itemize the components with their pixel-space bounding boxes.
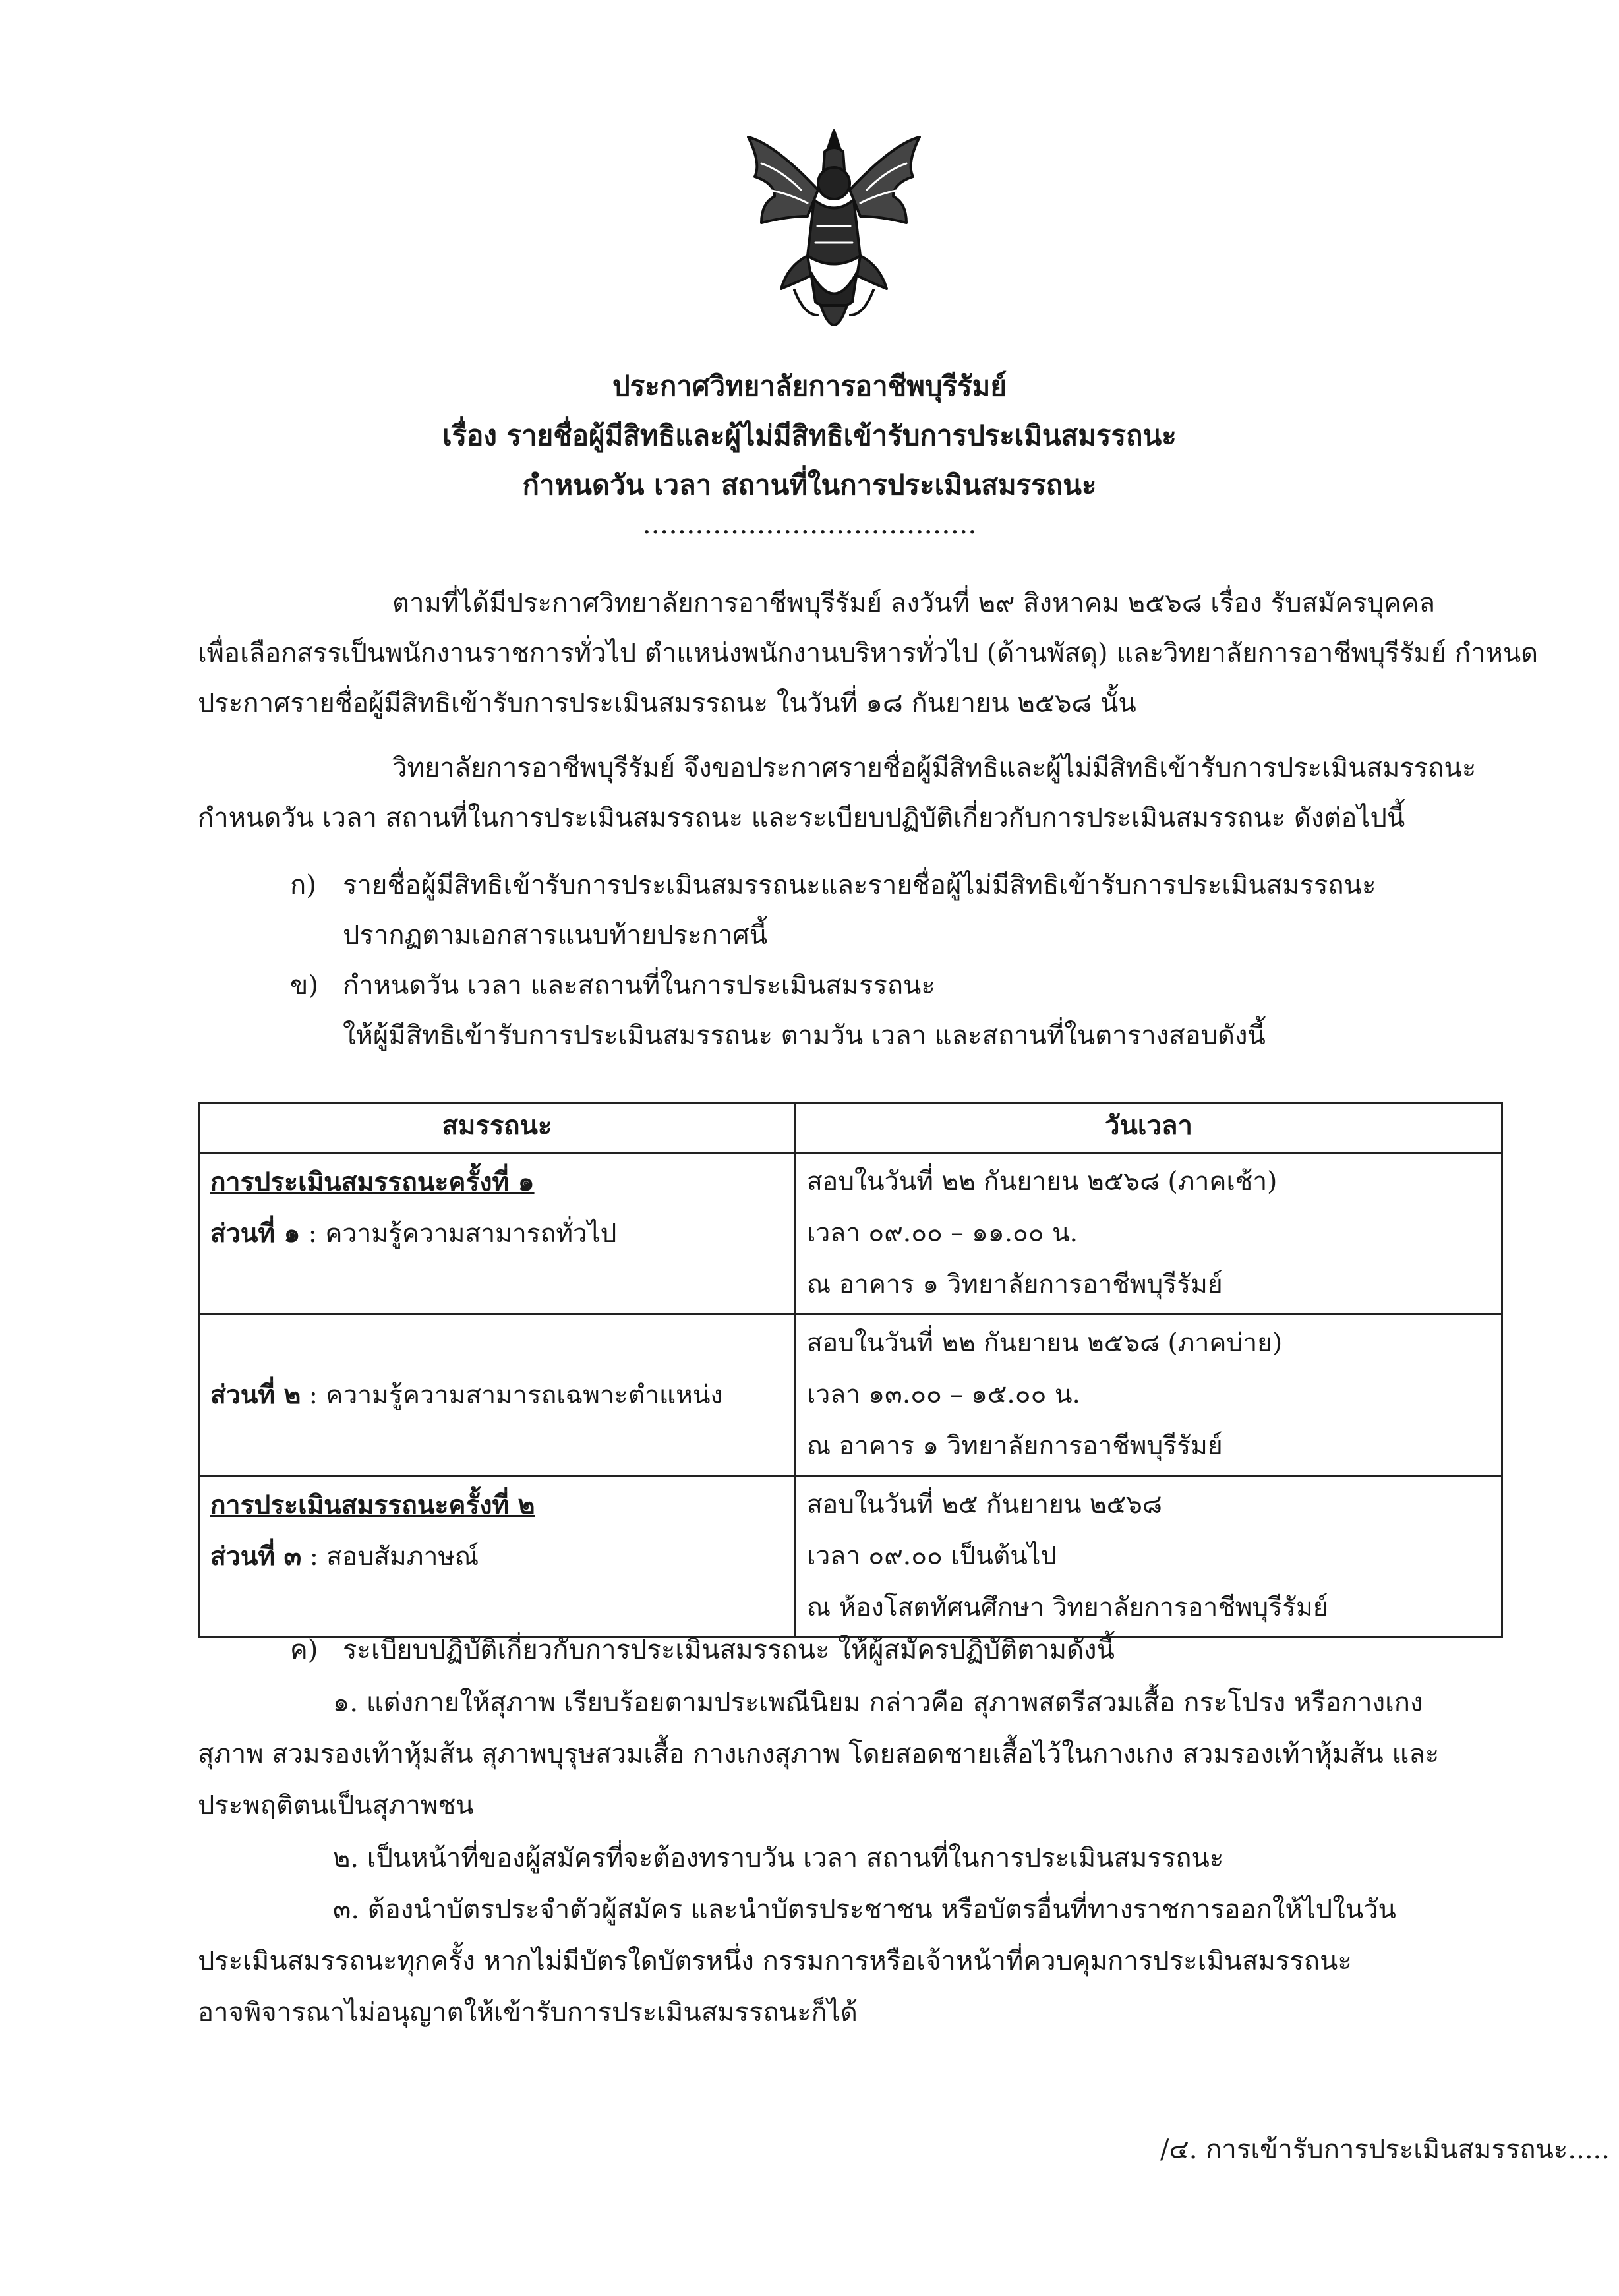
- para2-line-1: วิทยาลัยการอาชีพบุรีรัมย์ จึงขอประกาศรายชื่อผู้มีสิทธิและผู้ไม่มีสิทธิเข้ารับการประเมินสมรรถนะ: [392, 753, 1477, 783]
- rule-1-line-1: ๑. แต่งกายให้สุภาพ เรียบร้อยตามประเพณีนิยม กล่าวคือ สุภาพสตรีสวมเสื้อ กระโปรง หรือกางเกง: [333, 1688, 1423, 1718]
- row2-date: สอบในวันที่ ๒๒ กันยายน ๒๕๖๘ (ภาคบ่าย): [807, 1328, 1283, 1358]
- schedule-table: [198, 1102, 1503, 1638]
- row2-part-text: : ความรู้ความสามารถเฉพาะตำแหน่ง: [301, 1380, 723, 1410]
- row1-time: เวลา ๐๙.๐๐ – ๑๑.๐๐ น.: [807, 1218, 1078, 1248]
- row1-datetime: [796, 1153, 1502, 1314]
- row1-competency: [199, 1153, 796, 1314]
- rule-3-line-2: ประเมินสมรรถนะทุกครั้ง หากไม่มีบัตรใดบัตรหนึ่ง กรรมการหรือเจ้าหน้าที่ควบคุมการประเมินสมรรถนะ: [198, 1946, 1352, 1976]
- header-datetime: วันเวลา: [796, 1104, 1502, 1153]
- row1-heading: การประเมินสมรรถนะครั้งที่ ๑: [210, 1167, 535, 1197]
- intro-line-1: ตามที่ได้มีประกาศวิทยาลัยการอาชีพบุรีรัมย์ ลงวันที่ ๒๙ สิงหาคม ๒๕๖๘ เรื่อง รับสมัครบุคคล: [392, 588, 1436, 618]
- item-c-marker: ค): [290, 1635, 318, 1665]
- item-b-marker: ข): [290, 970, 318, 1001]
- continued-note: /๔. การเข้ารับการประเมินสมรรถนะ.....: [1160, 2134, 1610, 2165]
- row1-part-label: ส่วนที่ ๑: [210, 1218, 301, 1249]
- row3-datetime: [796, 1476, 1502, 1637]
- garuda-emblem-icon: [735, 117, 933, 355]
- rule-3-line-3: อาจพิจารณาไม่อนุญาตให้เข้ารับการประเมินสมรรถนะก็ได้: [198, 1997, 858, 2028]
- row2-datetime: [796, 1314, 1502, 1476]
- announcement-subject: เรื่อง รายชื่อผู้มีสิทธิและผู้ไม่มีสิทธิเข้ารับการประเมินสมรรถนะ: [442, 419, 1177, 452]
- row3-competency: [199, 1476, 796, 1637]
- row2-part-label: ส่วนที่ ๒: [210, 1380, 301, 1410]
- item-b-line-2: ให้ผู้มีสิทธิเข้ารับการประเมินสมรรถนะ ตามวัน เวลา และสถานที่ในตารางสอบดังนี้: [343, 1020, 1266, 1051]
- table-row: [199, 1153, 1502, 1314]
- item-a-line-2: ปรากฏตามเอกสารแนบท้ายประกาศนี้: [343, 920, 768, 951]
- rule-3-line-1: ๓. ต้องนำบัตรประจำตัวผู้สมัคร และนำบัตรประชาชน หรือบัตรอื่นที่ทางราชการออกให้ไปในวัน: [333, 1895, 1396, 1925]
- item-a-line-1: รายชื่อผู้มีสิทธิเข้ารับการประเมินสมรรถนะและรายชื่อผู้ไม่มีสิทธิเข้ารับการประเมินสมรรถนะ: [343, 870, 1376, 900]
- intro-line-3: ประกาศรายชื่อผู้มีสิทธิเข้ารับการประเมินสมรรถนะ ในวันที่ ๑๘ กันยายน ๒๕๖๘ นั้น: [198, 688, 1136, 719]
- header-competency: สมรรถนะ: [199, 1104, 796, 1153]
- title-separator: ......................................: [642, 508, 977, 540]
- table-header-row: [199, 1104, 1502, 1153]
- rule-2: ๒. เป็นหน้าที่ของผู้สมัครที่จะต้องทราบวัน เวลา สถานที่ในการประเมินสมรรถนะ: [333, 1843, 1224, 1873]
- row3-date: สอบในวันที่ ๒๕ กันยายน ๒๕๖๘: [807, 1490, 1162, 1519]
- rule-1-line-2: สุภาพ สวมรองเท้าหุ้มส้น สุภาพบุรุษสวมเสื้อ กางเกงสุภาพ โดยสอดชายเสื้อไว้ในกางเกง สวมรองเท้าหุ้มส้น และ: [198, 1739, 1440, 1769]
- row2-place: ณ อาคาร ๑ วิทยาลัยการอาชีพบุรีรัมย์: [807, 1431, 1223, 1461]
- row2-time: เวลา ๑๓.๐๐ – ๑๕.๐๐ น.: [807, 1380, 1080, 1409]
- row3-part-label: ส่วนที่ ๓: [210, 1541, 302, 1572]
- row3-part-text: : สอบสัมภาษณ์: [301, 1542, 479, 1572]
- row3-place: ณ ห้องโสตทัศนศึกษา วิทยาลัยการอาชีพบุรีรัมย์: [807, 1593, 1328, 1622]
- item-c-line-1: ระเบียบปฏิบัติเกี่ยวกับการประเมินสมรรถนะ ให้ผู้สมัครปฏิบัติตามดังนี้: [343, 1635, 1115, 1665]
- row1-date: สอบในวันที่ ๒๒ กันยายน ๒๕๖๘ (ภาคเช้า): [807, 1167, 1278, 1196]
- announcement-subject-line2: กำหนดวัน เวลา สถานที่ในการประเมินสมรรถนะ: [522, 469, 1097, 501]
- item-b-line-1: กำหนดวัน เวลา และสถานที่ในการประเมินสมรรถนะ: [343, 970, 935, 1001]
- intro-line-2: เพื่อเลือกสรรเป็นพนักงานราชการทั่วไป ตำแหน่งพนักงานบริหารทั่วไป (ด้านพัสดุ) และวิทยาลัยการอาชีพบุรีรัมย์ กำหนด: [198, 638, 1539, 668]
- row3-time: เวลา ๐๙.๐๐ เป็นต้นไป: [807, 1541, 1057, 1571]
- row2-competency: [199, 1314, 796, 1476]
- row3-heading: การประเมินสมรรถนะครั้งที่ ๒: [210, 1490, 535, 1520]
- item-a-marker: ก): [290, 870, 316, 900]
- para2-line-2: กำหนดวัน เวลา สถานที่ในการประเมินสมรรถนะ และระเบียบปฏิบัติเกี่ยวกับการประเมินสมรรถนะ ดังต่อไปนี้: [198, 803, 1405, 833]
- table-row: [199, 1476, 1502, 1637]
- announcement-title: ประกาศวิทยาลัยการอาชีพบุรีรัมย์: [612, 370, 1007, 402]
- rule-1-line-3: ประพฤติตนเป็นสุภาพชน: [198, 1790, 474, 1821]
- row1-part-text: : ความรู้ความสามารถทั่วไป: [300, 1219, 617, 1249]
- row1-place: ณ อาคาร ๑ วิทยาลัยการอาชีพบุรีรัมย์: [807, 1270, 1223, 1299]
- table-row: [199, 1314, 1502, 1476]
